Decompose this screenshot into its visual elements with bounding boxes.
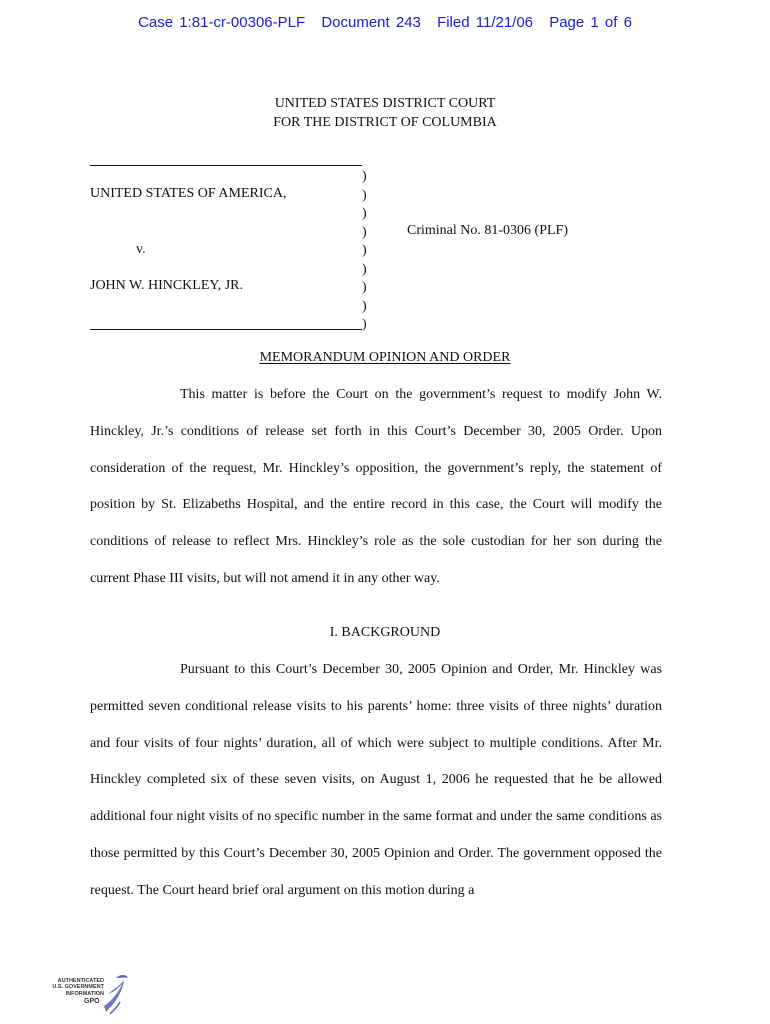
background-paragraph bbox=[90, 652, 662, 910]
gpo-mark: GPO bbox=[84, 998, 100, 1005]
paragraph-text: This matter is before the Court on the government’s request to modify John W. Hinckley, Jr.’s conditions of release set forth in this Court’s December 30, 2005 Order. Upon consideration of the request, Mr. Hinckley’s opposition, the government’s reply, the statement of position by St. Elizabeths Hospital, and the entire record in this case, the Court will modify the conditions of release to reflect Mrs. Hinckley’s role as the sole custodian for her son during the current Phase III visits, but will not amend it in any other way. bbox=[90, 387, 662, 586]
caption-top-rule bbox=[90, 165, 362, 166]
caption-parentheses bbox=[362, 168, 374, 335]
filed-date-header: Filed 11/21/06 bbox=[437, 14, 534, 31]
caption-bottom-rule bbox=[90, 329, 362, 330]
caption-paren: ) bbox=[362, 317, 367, 332]
gpo-logo-line: U.S. GOVERNMENT bbox=[52, 984, 104, 991]
document-title-text: MEMORANDUM OPINION AND ORDER bbox=[259, 350, 511, 365]
caption-paren: ) bbox=[362, 187, 367, 203]
court-line-2: FOR THE DISTRICT OF COLUMBIA bbox=[273, 115, 497, 130]
ecf-filing-header bbox=[0, 14, 770, 31]
document-number-header: Document 243 bbox=[321, 14, 421, 31]
caption-paren: ) bbox=[362, 224, 367, 240]
eagle-icon bbox=[100, 972, 130, 1016]
caption-plaintiff: UNITED STATES OF AMERICA, bbox=[90, 186, 287, 201]
caption-paren: ) bbox=[362, 298, 367, 314]
page-count-header: Page 1 of 6 bbox=[549, 14, 632, 31]
document-title bbox=[0, 350, 770, 366]
caption-paren: ) bbox=[362, 261, 367, 277]
opening-paragraph bbox=[90, 377, 662, 598]
gpo-logo-line: INFORMATION bbox=[65, 990, 104, 997]
criminal-case-number: Criminal No. 81-0306 (PLF) bbox=[407, 223, 568, 238]
gpo-authentication-logo bbox=[44, 972, 134, 1016]
paragraph-text: Pursuant to this Court’s December 30, 2005 Opinion and Order, Mr. Hinckley was permitted seven conditional release visits to his parents’ home: three visits of three nights’ duration and four visits of four nights’ duration, all of which were subject to multiple conditions. After Mr. Hinckley completed six of these seven visits, on August 1, 2006 he requested that he be allowed additional four night visits of no specific number in the same format and under the same conditions as those permitted by this Court’s December 30, 2005 Opinion and Order. The government opposed the request. The Court heard brief oral argument on this motion during a bbox=[90, 662, 662, 898]
court-line-1: UNITED STATES DISTRICT COURT bbox=[274, 96, 496, 111]
court-name bbox=[0, 94, 770, 132]
caption-paren: ) bbox=[362, 243, 367, 258]
case-number-header: Case 1:81-cr-00306-PLF bbox=[138, 14, 306, 31]
gpo-logo-line: AUTHENTICATED bbox=[57, 978, 104, 984]
caption-paren: ) bbox=[362, 280, 367, 295]
caption-defendant: JOHN W. HINCKLEY, JR. bbox=[90, 278, 243, 293]
caption-paren: ) bbox=[362, 206, 367, 221]
gpo-logo-text bbox=[44, 978, 104, 997]
caption-versus: v. bbox=[136, 242, 146, 257]
section-heading: I. BACKGROUND bbox=[329, 625, 441, 640]
caption-paren: ) bbox=[362, 169, 367, 184]
